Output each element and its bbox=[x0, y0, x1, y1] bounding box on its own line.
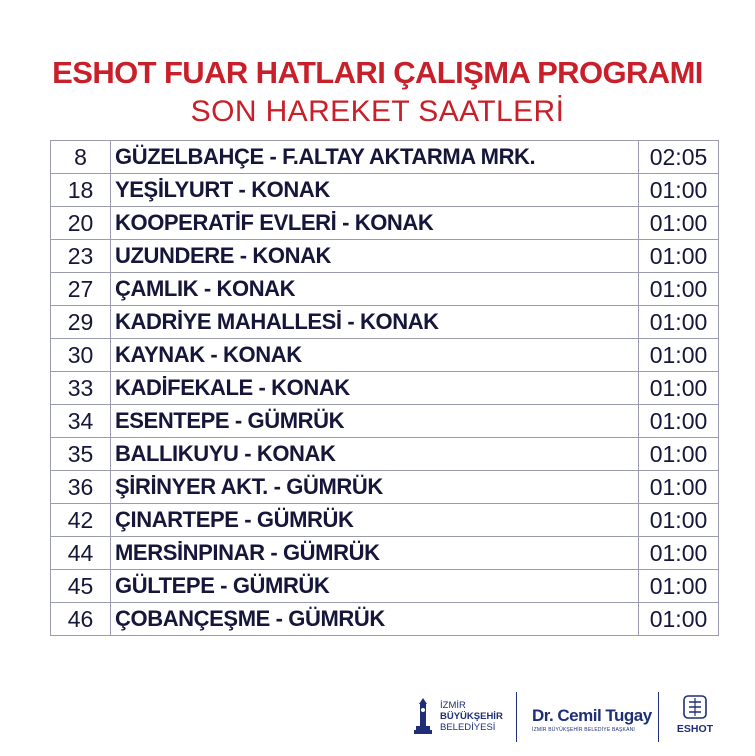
table-row bbox=[51, 471, 719, 504]
route-name-cell: ÇINARTEPE - GÜMRÜK bbox=[111, 504, 639, 537]
izmir-logo-line2: BÜYÜKŞEHİR bbox=[440, 710, 503, 722]
eshot-logo-label: ESHOT bbox=[676, 723, 714, 735]
last-departure-cell: 01:00 bbox=[639, 372, 719, 405]
route-name-cell: ŞİRİNYER AKT. - GÜMRÜK bbox=[111, 471, 639, 504]
route-name-cell: KAYNAK - KONAK bbox=[111, 339, 639, 372]
route-name-cell: UZUNDERE - KONAK bbox=[111, 240, 639, 273]
last-departure-cell: 01:00 bbox=[639, 471, 719, 504]
route-number-cell: 8 bbox=[51, 141, 111, 174]
route-number-cell: 44 bbox=[51, 537, 111, 570]
eshot-emblem-icon bbox=[682, 694, 708, 722]
last-departure-cell: 01:00 bbox=[639, 438, 719, 471]
table-row bbox=[51, 405, 719, 438]
last-departure-cell: 02:05 bbox=[639, 141, 719, 174]
footer-divider bbox=[658, 692, 659, 742]
page-title: ESHOT FUAR HATLARI ÇALIŞMA PROGRAMI bbox=[52, 55, 703, 90]
table-row bbox=[51, 504, 719, 537]
route-name-cell: KOOPERATİF EVLERİ - KONAK bbox=[111, 207, 639, 240]
last-departure-cell: 01:00 bbox=[639, 174, 719, 207]
route-number-cell: 36 bbox=[51, 471, 111, 504]
last-departure-cell: 01:00 bbox=[639, 207, 719, 240]
izmir-logo-line1: İZMİR bbox=[440, 699, 466, 711]
route-name-cell: ÇAMLIK - KONAK bbox=[111, 273, 639, 306]
route-name-cell: ÇOBANÇEŞME - GÜMRÜK bbox=[111, 603, 639, 636]
table-row bbox=[51, 174, 719, 207]
table-row bbox=[51, 570, 719, 603]
mayor-logo bbox=[532, 706, 652, 733]
last-departure-cell: 01:00 bbox=[639, 603, 719, 636]
route-number-cell: 23 bbox=[51, 240, 111, 273]
page-subtitle: SON HAREKET SAATLERİ bbox=[190, 95, 565, 128]
table-row bbox=[51, 372, 719, 405]
table-row bbox=[51, 306, 719, 339]
last-departure-cell: 01:00 bbox=[639, 339, 719, 372]
route-name-cell: YEŞİLYURT - KONAK bbox=[111, 174, 639, 207]
route-number-cell: 45 bbox=[51, 570, 111, 603]
route-number-cell: 29 bbox=[51, 306, 111, 339]
table-row bbox=[51, 273, 719, 306]
table-row bbox=[51, 438, 719, 471]
route-name-cell: ESENTEPE - GÜMRÜK bbox=[111, 405, 639, 438]
table-row bbox=[51, 603, 719, 636]
route-number-cell: 33 bbox=[51, 372, 111, 405]
schedule-table bbox=[50, 140, 719, 636]
route-number-cell: 27 bbox=[51, 273, 111, 306]
route-name-cell: GÜLTEPE - GÜMRÜK bbox=[111, 570, 639, 603]
route-name-cell: BALLIKUYU - KONAK bbox=[111, 438, 639, 471]
route-number-cell: 42 bbox=[51, 504, 111, 537]
route-number-cell: 30 bbox=[51, 339, 111, 372]
last-departure-cell: 01:00 bbox=[639, 306, 719, 339]
clock-tower-icon bbox=[412, 698, 434, 734]
eshot-logo bbox=[672, 694, 718, 735]
route-name-cell: MERSİNPINAR - GÜMRÜK bbox=[111, 537, 639, 570]
route-number-cell: 34 bbox=[51, 405, 111, 438]
route-number-cell: 18 bbox=[51, 174, 111, 207]
last-departure-cell: 01:00 bbox=[639, 405, 719, 438]
route-name-cell: KADİFEKALE - KONAK bbox=[111, 372, 639, 405]
route-number-cell: 20 bbox=[51, 207, 111, 240]
table-row bbox=[51, 207, 719, 240]
route-name-cell: GÜZELBAHÇE - F.ALTAY AKTARMA MRK. bbox=[111, 141, 639, 174]
footer bbox=[0, 688, 755, 748]
izmir-logo-line3: BELEDİYESİ bbox=[440, 721, 496, 733]
last-departure-cell: 01:00 bbox=[639, 240, 719, 273]
izmir-municipality-logo bbox=[412, 698, 503, 734]
route-name-cell: KADRİYE MAHALLESİ - KONAK bbox=[111, 306, 639, 339]
mayor-tagline: İZMİR BÜYÜKŞEHİR BELEDİYE BAŞKANI bbox=[532, 727, 636, 733]
footer-divider bbox=[516, 692, 517, 742]
route-number-cell: 46 bbox=[51, 603, 111, 636]
last-departure-cell: 01:00 bbox=[639, 570, 719, 603]
table-row bbox=[51, 141, 719, 174]
table-row bbox=[51, 240, 719, 273]
mayor-name: Dr. Cemil Tugay bbox=[532, 706, 652, 725]
last-departure-cell: 01:00 bbox=[639, 273, 719, 306]
route-number-cell: 35 bbox=[51, 438, 111, 471]
last-departure-cell: 01:00 bbox=[639, 537, 719, 570]
last-departure-cell: 01:00 bbox=[639, 504, 719, 537]
table-row bbox=[51, 339, 719, 372]
table-row bbox=[51, 537, 719, 570]
